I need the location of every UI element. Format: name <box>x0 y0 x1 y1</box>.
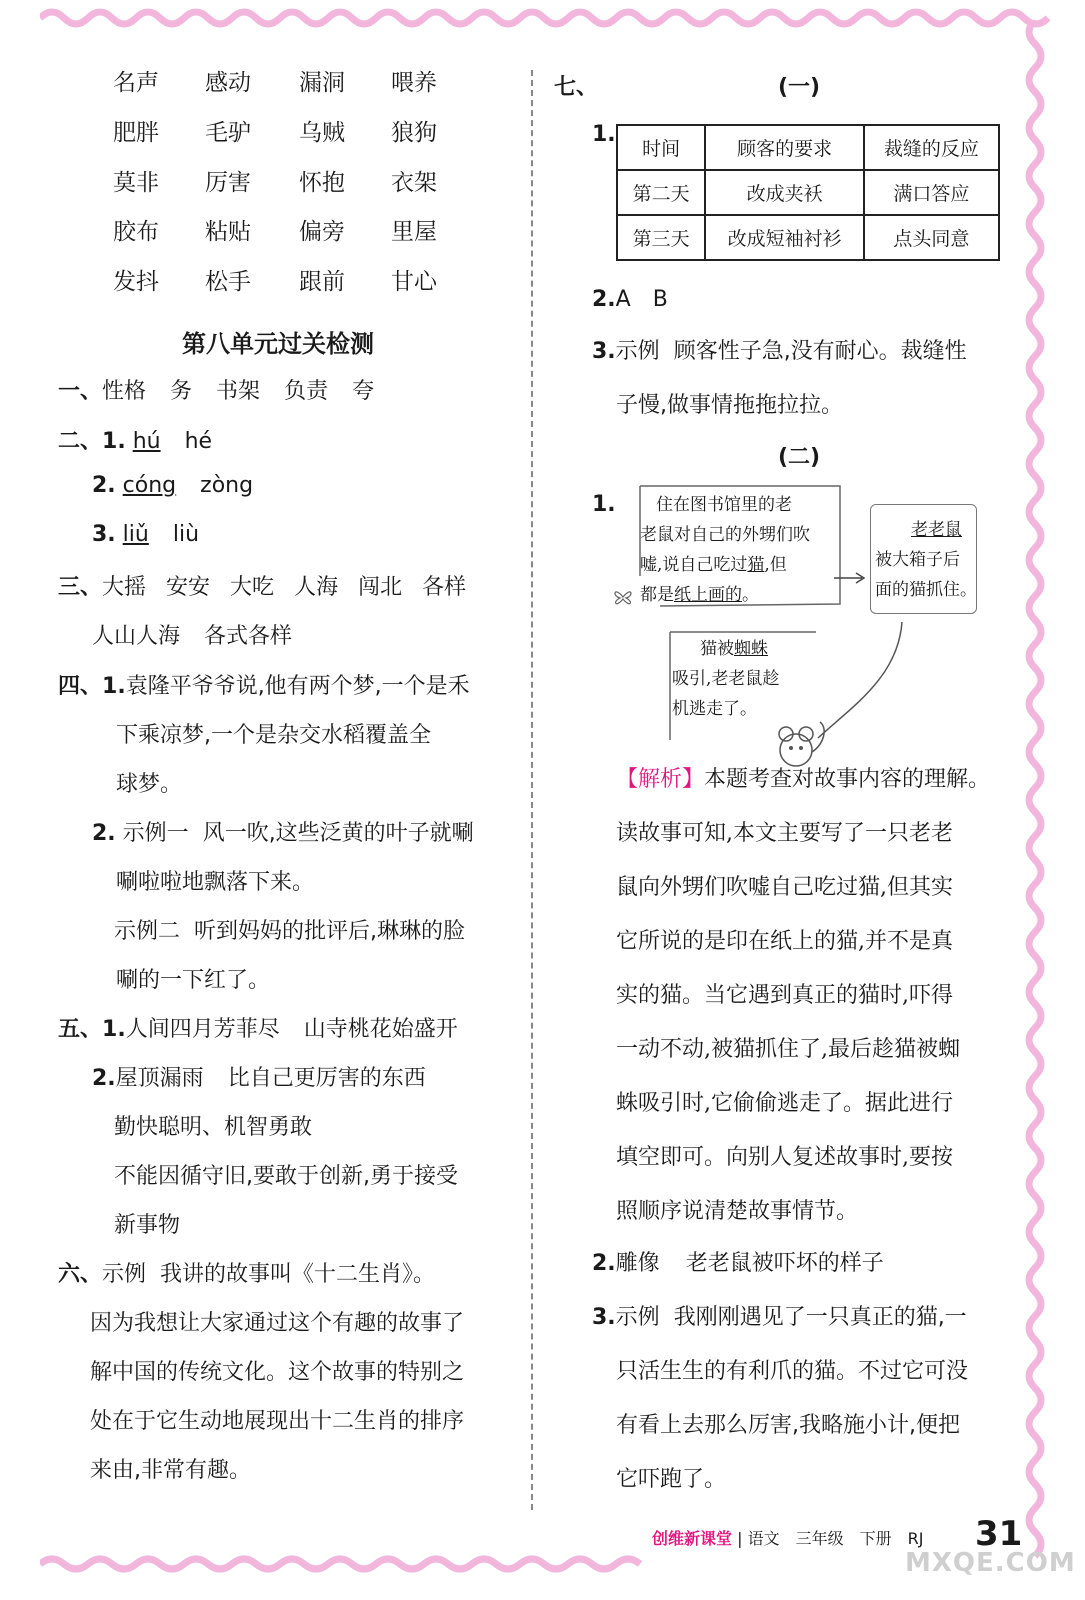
page-number: 31 <box>975 1514 1023 1554</box>
table-cell: 改成夹袄 <box>705 170 864 215</box>
analysis-text: 读故事可知,本文主要写了一只老老 <box>616 821 953 846</box>
box-text: 。 <box>742 585 759 605</box>
q2-label: 二、 <box>58 429 103 454</box>
analysis-text: 照顺序说清楚故事情节。 <box>616 1199 859 1224</box>
q2-pinyin-a: hú <box>132 429 161 454</box>
q5-num: 1. <box>102 1017 126 1042</box>
q5-text: 人间四月芳菲尽 <box>125 1017 280 1042</box>
q5-text: 新事物 <box>114 1213 181 1238</box>
table-header: 裁缝的反应 <box>864 125 999 170</box>
box-text: 被大箱子后 <box>875 550 960 570</box>
q1-line <box>58 374 374 405</box>
q3-answer: 各式各样 <box>204 624 293 649</box>
q2-pinyin-a: liǔ <box>122 522 149 547</box>
q7-2-line <box>592 282 668 313</box>
box-text: ,但 <box>764 555 787 575</box>
q2-pinyin-b: hé <box>184 429 213 454</box>
q7-text: A B <box>615 287 668 312</box>
word: 偏旁 <box>299 219 345 245</box>
q6-text: 来由,非常有趣。 <box>90 1458 251 1483</box>
word: 乌贼 <box>299 120 345 146</box>
q7-example-label: 示例 <box>615 1305 660 1330</box>
table-cell: 改成短袖衬衫 <box>705 215 864 260</box>
q2-line-1 <box>58 424 212 455</box>
q7-num: 3. <box>592 1305 616 1330</box>
footer-volume: 下册 <box>859 1529 892 1548</box>
q3-answer: 安安 <box>166 575 211 600</box>
q3-label: 三、 <box>58 575 103 600</box>
q5-text: 不能因循守旧,要敢于创新,勇于接受 <box>114 1164 458 1189</box>
tailor-table <box>616 124 1000 261</box>
q4-text: 球梦。 <box>116 772 183 797</box>
word: 里屋 <box>391 219 437 245</box>
box-text: 老鼠对自己的外甥们吹 <box>640 525 810 545</box>
q7-text: 雕像 <box>615 1251 660 1276</box>
q4-text: 风一吹,这些泛黄的叶子就唰 <box>202 821 474 846</box>
word: 肥胖 <box>113 120 159 146</box>
word: 松手 <box>205 269 251 295</box>
page-footer: 创维新课堂 | 语文 三年级 下册 RJ <box>652 1529 924 1548</box>
box-answer: 蜘蛛 <box>734 639 768 659</box>
q7-example-label: 示例 <box>615 339 660 364</box>
q6-text: 解中国的传统文化。这个故事的特别之 <box>90 1360 465 1385</box>
analysis-text: 一动不动,被猫抓住了,最后趁猫被蜘 <box>616 1037 960 1062</box>
q6-text: 处在于它生动地展现出十二生肖的排序 <box>90 1409 465 1434</box>
watermark: MXQE.COM <box>905 1548 1076 1578</box>
word: 毛驴 <box>205 120 251 146</box>
q6-example-label: 示例 <box>102 1262 147 1287</box>
q7-text: 我刚刚遇见了一只真正的猫,一 <box>673 1305 967 1330</box>
q2-line-2 <box>92 473 253 498</box>
box-text: 猫被 <box>700 639 734 659</box>
q7-3-line <box>592 334 967 365</box>
analysis-text: 蛛吸引时,它偷偷逃走了。据此进行 <box>616 1091 953 1116</box>
q5-label: 五、 <box>58 1017 103 1042</box>
q3-answer: 人海 <box>294 575 339 600</box>
analysis-text: 它所说的是印在纸上的猫,并不是真 <box>616 929 953 954</box>
q2-num: 1. <box>102 429 126 454</box>
q4-label: 四、 <box>58 674 103 699</box>
box-answer: 老老鼠 <box>911 520 962 540</box>
q4-text: 袁隆平爷爷说,他有两个梦,一个是禾 <box>125 674 470 699</box>
q3-answer: 各样 <box>422 575 467 600</box>
q1-answer: 书架 <box>216 379 261 404</box>
q4-text: 下乘凉梦,一个是杂交水稻覆盖全 <box>116 723 431 748</box>
q6-text: 因为我想让大家通过这个有趣的故事了 <box>90 1311 465 1336</box>
q7-text: 顾客性子急,没有耐心。裁缝性 <box>673 339 967 364</box>
box-text: 面的猫抓住。 <box>875 580 977 600</box>
q4-line-6 <box>114 914 465 945</box>
q4-text: 唰的一下红了。 <box>116 968 271 993</box>
q2-num: 2. <box>92 473 116 498</box>
q7-5-line <box>592 1246 884 1277</box>
bottom-wavy-border <box>40 1550 1050 1580</box>
box-text: 住在图书馆里的老 <box>656 495 792 515</box>
word: 甘心 <box>391 269 437 295</box>
q3-answer: 大摇 <box>102 575 147 600</box>
q2-line-3 <box>92 522 199 547</box>
q4-text: 听到妈妈的批评后,琳琳的脸 <box>194 919 466 944</box>
analysis-label: 【解析】 <box>616 767 705 792</box>
q5-line-1 <box>58 1012 458 1043</box>
box-text: 嘘,说自己吃过 <box>640 555 748 575</box>
q1-answer: 务 <box>170 379 193 404</box>
unit-title: 第八单元过关检测 <box>182 330 374 358</box>
column-divider <box>531 70 533 1510</box>
top-wavy-border <box>40 0 1050 34</box>
q5-line-2 <box>92 1061 426 1092</box>
jx-line-1 <box>616 762 990 793</box>
word: 胶布 <box>113 219 159 245</box>
butterfly-icon <box>610 582 636 612</box>
q5-text: 山寺桃花始盛开 <box>303 1017 458 1042</box>
q2-pinyin-b: zòng <box>200 473 254 498</box>
story-box-2 <box>870 504 977 614</box>
footer-subject: 语文 <box>747 1529 780 1548</box>
box-answer: 猫 <box>747 555 765 575</box>
q7-part2-title: (二) <box>778 445 821 470</box>
word: 感动 <box>205 70 251 96</box>
q2-pinyin-a: cóng <box>122 473 177 498</box>
q7-num: 3. <box>592 339 616 364</box>
q7-num: 1. <box>592 492 616 517</box>
q7-label: 七、 <box>554 75 599 100</box>
word: 厉害 <box>205 170 251 196</box>
q5-num: 2. <box>92 1066 116 1091</box>
q7-text: 老老鼠被吓坏的样子 <box>685 1251 884 1276</box>
q4-example-label: 示例一 <box>122 821 189 846</box>
word: 名声 <box>113 70 159 96</box>
word: 跟前 <box>299 269 345 295</box>
q2-pinyin-b: liù <box>172 522 200 547</box>
table-header: 时间 <box>617 125 705 170</box>
q3-answer: 大吃 <box>230 575 275 600</box>
table-cell: 满口答应 <box>864 170 999 215</box>
q7-num: 2. <box>592 287 616 312</box>
analysis-text: 实的猫。当它遇到真正的猫时,吓得 <box>616 983 953 1008</box>
analysis-text: 本题考查对故事内容的理解。 <box>704 767 991 792</box>
word: 发抖 <box>113 269 159 295</box>
q3-line-2 <box>92 619 292 650</box>
q3-answer: 闯北 <box>358 575 403 600</box>
story-box-1-frame <box>620 476 850 626</box>
box-answer: 纸上画的 <box>674 585 742 605</box>
q7-num: 2. <box>592 1251 616 1276</box>
q2-num: 3. <box>92 522 116 547</box>
box-text: 吸引,老老鼠趁 <box>672 669 780 689</box>
q4-line-1 <box>58 669 470 700</box>
q7-6-line <box>592 1300 967 1331</box>
q4-line-4 <box>92 816 474 847</box>
word: 衣架 <box>391 170 437 196</box>
q7-text: 有看上去那么厉害,我略施小计,便把 <box>616 1413 960 1438</box>
word: 莫非 <box>113 170 159 196</box>
q1-label: 一、 <box>58 379 103 404</box>
q6-line-1 <box>58 1257 435 1288</box>
q1-answer: 夸 <box>352 379 375 404</box>
arrow-icon <box>830 568 870 588</box>
word: 狼狗 <box>391 120 437 146</box>
footer-brand: 创维新课堂 <box>652 1529 733 1548</box>
right-wavy-border <box>1015 20 1055 1570</box>
table-header: 顾客的要求 <box>705 125 864 170</box>
box-text: 都是 <box>640 585 674 605</box>
q4-text: 唰啦啦地飘落下来。 <box>116 870 315 895</box>
word: 怀抱 <box>299 170 345 196</box>
q6-text: 我讲的故事叫《十二生肖》。 <box>160 1262 436 1287</box>
word: 喂养 <box>391 70 437 96</box>
table-cell: 第二天 <box>617 170 705 215</box>
word: 粘贴 <box>205 219 251 245</box>
q3-line-1 <box>58 570 466 601</box>
q3-answer: 人山人海 <box>92 624 181 649</box>
q7-num: 1. <box>592 122 616 147</box>
q7-text: 它吓跑了。 <box>616 1467 727 1492</box>
footer-edition: RJ <box>907 1529 924 1548</box>
q1-answer: 性格 <box>102 379 147 404</box>
analysis-text: 填空即可。向别人复述故事时,要按 <box>616 1145 953 1170</box>
footer-grade: 三年级 <box>795 1529 844 1548</box>
q7-text: 只活生生的有利爪的猫。不过它可没 <box>616 1359 969 1384</box>
q1-answer: 负责 <box>284 379 329 404</box>
q4-num: 1. <box>102 674 126 699</box>
box-text: 机逃走了。 <box>672 699 757 719</box>
analysis-text: 鼠向外甥们吹嘘自己吃过猫,但其实 <box>616 875 953 900</box>
q5-text: 屋顶漏雨 <box>115 1066 204 1091</box>
word: 漏洞 <box>299 70 345 96</box>
q5-text: 比自己更厉害的东西 <box>227 1066 426 1091</box>
table-cell: 点头同意 <box>864 215 999 260</box>
q5-text: 勤快聪明、机智勇敢 <box>114 1115 313 1140</box>
table-cell: 第三天 <box>617 215 705 260</box>
q4-num: 2. <box>92 821 116 846</box>
q4-example-label: 示例二 <box>114 919 181 944</box>
q6-label: 六、 <box>58 1262 103 1287</box>
q7-part1-title: (一) <box>778 75 821 100</box>
q7-text: 子慢,做事情拖拖拉拉。 <box>616 393 843 418</box>
